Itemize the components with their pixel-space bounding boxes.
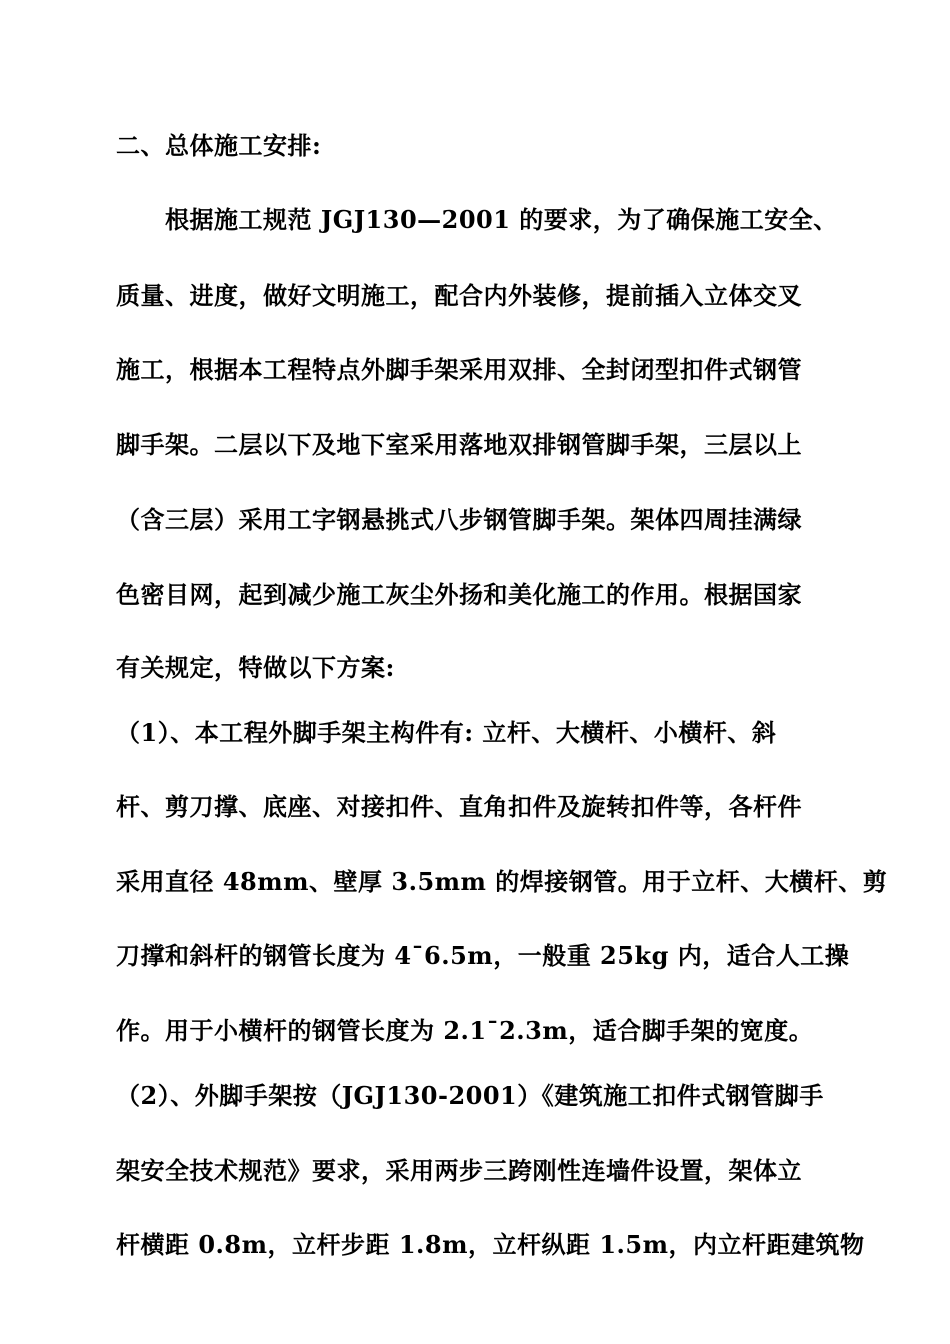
paragraph-line: （含三层）采用工字钢悬挑式八步钢管脚手架。架体四周挂满绿 <box>116 505 802 534</box>
list-item-line: （1）、本工程外脚手架主构件有: 立杆、大横杆、小横杆、斜 <box>116 718 777 747</box>
paragraph-line: 施工，根据本工程特点外脚手架采用双排、全封闭型扣件式钢管 <box>116 355 802 384</box>
list-item-line: 杆横距 0.8m，立杆步距 1.8m，立杆纵距 1.5m，内立杆距建筑物 <box>116 1230 865 1259</box>
list-item-line: 采用直径 48mm、壁厚 3.5mm 的焊接钢管。用于立杆、大横杆、剪 <box>116 867 888 896</box>
paragraph-line: 脚手架。二层以下及地下室采用落地双排钢管脚手架，三层以上 <box>116 430 802 459</box>
list-item-line: （2）、外脚手架按（JGJ130-2001）《建筑施工扣件式钢管脚手 <box>116 1081 824 1110</box>
paragraph-line: 根据施工规范 JGJ130—2001 的要求，为了确保施工安全、 <box>116 205 838 234</box>
list-item-line: 杆、剪刀撑、底座、对接扣件、直角扣件及旋转扣件等，各杆件 <box>116 792 802 821</box>
paragraph-line: 质量、进度，做好文明施工，配合内外装修，提前插入立体交叉 <box>116 281 802 310</box>
list-item-line: 架安全技术规范》要求，采用两步三跨刚性连墙件设置，架体立 <box>116 1156 802 1185</box>
list-item-line: 作。用于小横杆的钢管长度为 2.1¯2.3m，适合脚手架的宽度。 <box>116 1016 814 1045</box>
paragraph-line: 色密目网，起到减少施工灰尘外扬和美化施工的作用。根据国家 <box>116 580 802 609</box>
section-heading: 二、总体施工安排: <box>116 131 322 160</box>
list-item-line: 刀撑和斜杆的钢管长度为 4¯6.5m，一般重 25kg 内，适合人工操 <box>116 941 850 970</box>
paragraph-line: 有关规定，特做以下方案: <box>116 653 395 682</box>
